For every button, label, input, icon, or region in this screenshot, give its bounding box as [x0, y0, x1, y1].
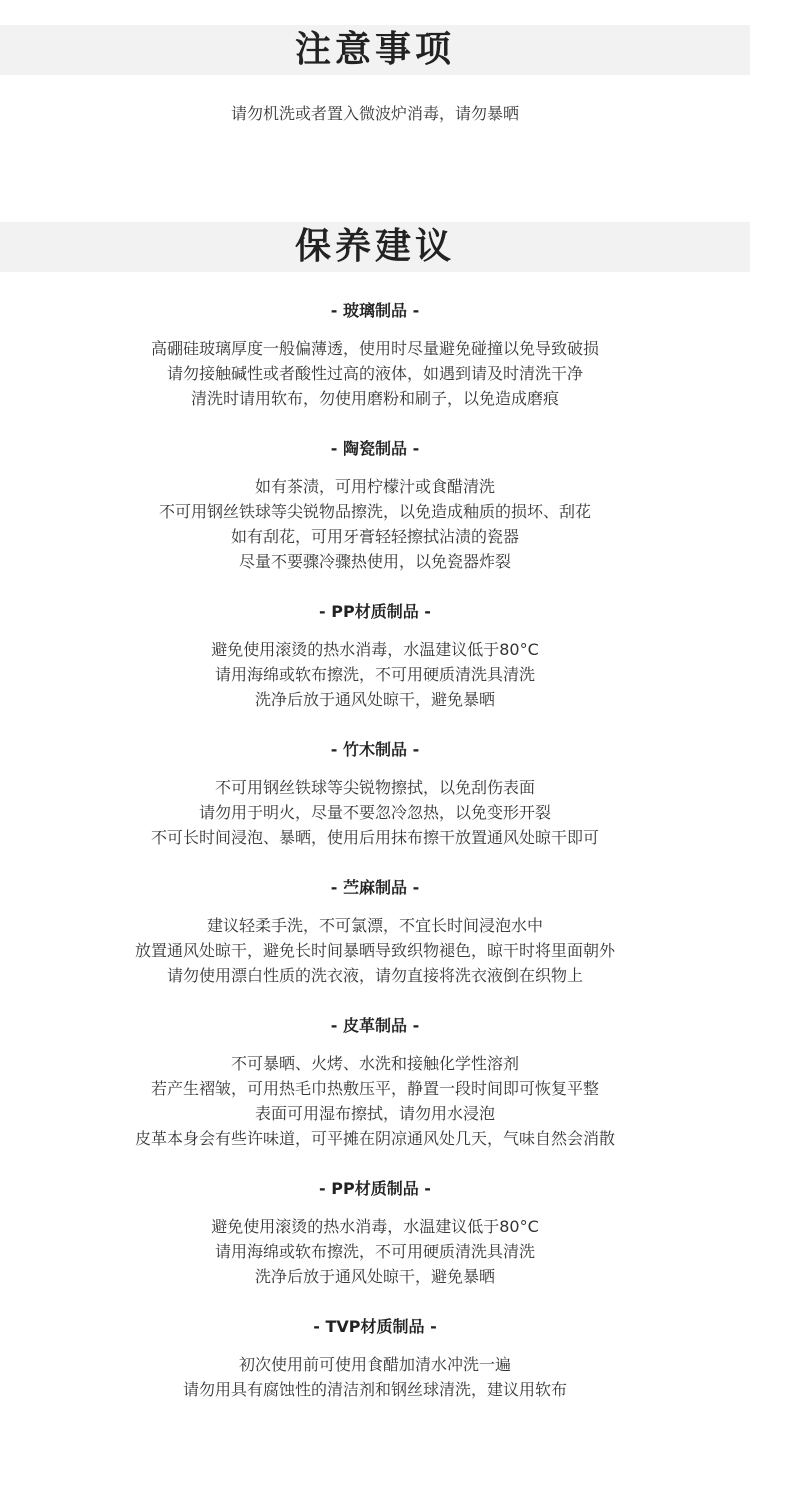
care-section — [0, 736, 750, 850]
section-line: 尽量不要骤冷骤热使用，以免瓷器炸裂 — [238, 552, 511, 571]
section-line: 请勿使用漂白性质的洗衣液，请勿直接将洗衣液倒在织物上 — [166, 966, 583, 985]
care-section — [0, 1175, 750, 1289]
section-line: 表面可用湿布擦拭，请勿用水浸泡 — [254, 1104, 495, 1123]
section-lines — [0, 1051, 750, 1151]
section-line: 不可用钢丝铁球等尖锐物擦拭，以免刮伤表面 — [214, 778, 535, 797]
care-banner — [0, 222, 750, 272]
section-title: - PP材质制品 - — [319, 602, 431, 621]
notice-text: 请勿机洗或者置入微波炉消毒，请勿暴晒 — [230, 104, 519, 123]
section-line: 初次使用前可使用食醋加清水冲洗一遍 — [238, 1355, 511, 1374]
notice-title: 注意事项 — [294, 29, 455, 70]
section-line: 不可用钢丝铁球等尖锐物品擦洗，以免造成釉质的损坏、刮花 — [158, 502, 591, 521]
section-title: - TVP材质制品 - — [313, 1317, 437, 1336]
section-line: 避免使用滚烫的热水消毒，水温建议低于80°C — [211, 1217, 539, 1236]
section-title: - 皮革制品 - — [330, 1016, 420, 1035]
care-section — [0, 874, 750, 988]
section-line: 请勿接触碱性或者酸性过高的液体，如遇到请及时清洗干净 — [166, 364, 583, 383]
notice-banner — [0, 25, 750, 75]
section-title: - PP材质制品 - — [319, 1179, 431, 1198]
section-title: - 陶瓷制品 - — [330, 439, 420, 458]
care-section — [0, 435, 750, 574]
care-section — [0, 1313, 750, 1402]
section-line: 不可长时间浸泡、暴晒，使用后用抹布擦干放置通风处晾干即可 — [150, 828, 599, 847]
section-line: 如有茶渍，可用柠檬汁或食醋清洗 — [254, 477, 495, 496]
section-line: 请用海绵或软布擦洗，不可用硬质清洗具清洗 — [214, 1242, 535, 1261]
section-line: 不可暴晒、火烤、水洗和接触化学性溶剂 — [230, 1054, 519, 1073]
section-line: 若产生褶皱，可用热毛巾热敷压平，静置一段时间即可恢复平整 — [150, 1079, 599, 1098]
care-title: 保养建议 — [294, 226, 455, 267]
section-line: 建议轻柔手洗，不可氯漂，不宜长时间浸泡水中 — [206, 916, 543, 935]
section-lines — [0, 637, 750, 712]
section-line: 放置通风处晾干，避免长时间暴晒导致织物褪色，晾干时将里面朝外 — [134, 941, 615, 960]
section-line: 皮革本身会有些许味道，可平摊在阴凉通风处几天，气味自然会消散 — [134, 1129, 615, 1148]
section-line: 请用海绵或软布擦洗，不可用硬质清洗具清洗 — [214, 665, 535, 684]
section-title: - 苎麻制品 - — [330, 878, 420, 897]
section-line: 洗净后放于通风处晾干，避免暴晒 — [254, 1267, 495, 1286]
section-line: 高硼硅玻璃厚度一般偏薄透，使用时尽量避免碰撞以免导致破损 — [150, 339, 599, 358]
section-lines — [0, 913, 750, 988]
section-title: - 玻璃制品 - — [330, 301, 420, 320]
section-lines — [0, 1214, 750, 1289]
section-line: 如有刮花，可用牙膏轻轻擦拭沾渍的瓷器 — [230, 527, 519, 546]
care-section — [0, 1012, 750, 1151]
section-line: 避免使用滚烫的热水消毒，水温建议低于80°C — [211, 640, 539, 659]
section-lines — [0, 474, 750, 574]
section-lines — [0, 775, 750, 850]
section-title: - 竹木制品 - — [330, 740, 420, 759]
section-line: 洗净后放于通风处晾干，避免暴晒 — [254, 690, 495, 709]
care-section — [0, 598, 750, 712]
section-line: 请勿用于明火，尽量不要忽冷忽热，以免变形开裂 — [198, 803, 551, 822]
section-lines — [0, 336, 750, 411]
care-section — [0, 297, 750, 411]
section-lines — [0, 1352, 750, 1402]
section-line: 清洗时请用软布，勿使用磨粉和刷子，以免造成磨痕 — [190, 389, 559, 408]
section-line: 请勿用具有腐蚀性的清洁剂和钢丝球清洗，建议用软布 — [182, 1380, 567, 1399]
care-sections — [0, 297, 750, 1426]
